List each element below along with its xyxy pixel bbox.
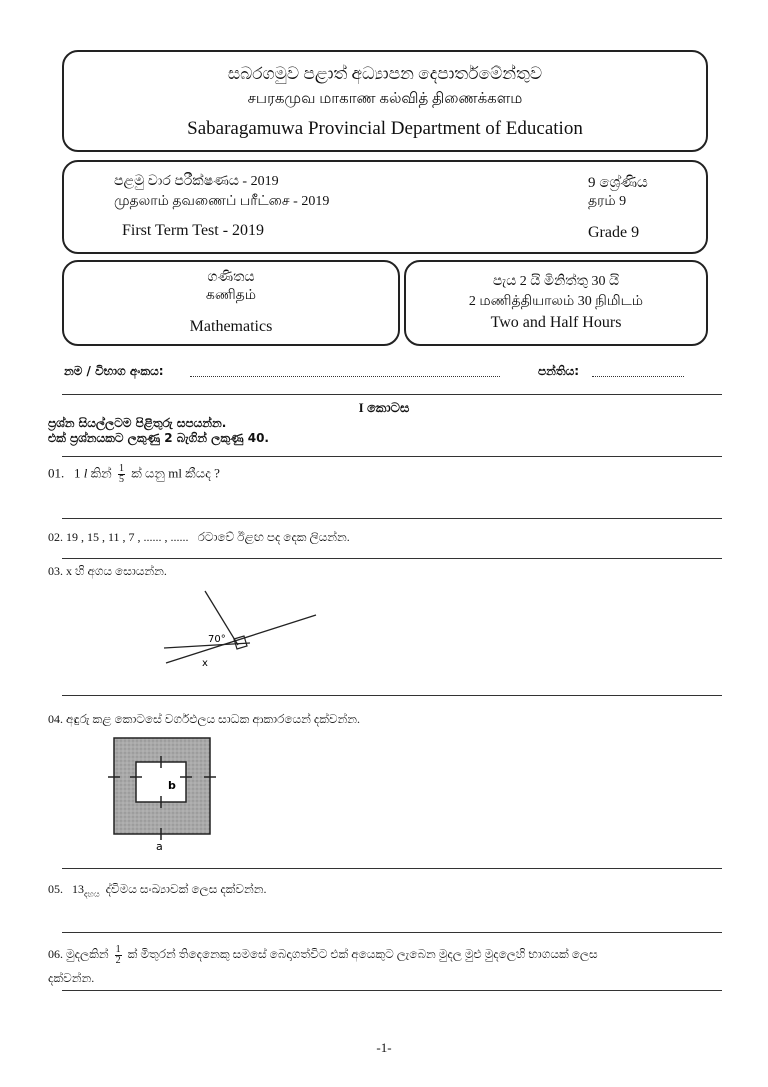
label-b: b (168, 779, 176, 792)
exam-box (62, 160, 708, 254)
name-field[interactable] (190, 376, 500, 377)
angle-diagram (160, 585, 320, 685)
header-sinhala: සබරගමුව පළාත් අධ්‍යාපන දෙපාර්තමේන්තුව (227, 64, 543, 83)
subject-tamil: கணிதம் (205, 288, 257, 303)
header-box (62, 50, 708, 152)
q6-text-cont: දක්වන්න. (48, 971, 95, 985)
q1-text: ක් යනු ml කීයද ? (131, 465, 220, 481)
question-number: 02. (48, 530, 63, 544)
divider (62, 394, 722, 395)
fraction: $\frac{1}{5}$ (119, 463, 124, 485)
part-title: I කොටස (358, 400, 410, 415)
q5-number: 13 (72, 882, 84, 896)
header-tamil: சபரகமுவ மாகாண கல்வித் திணைக்களம (247, 91, 523, 107)
page-number: -1- (376, 1040, 392, 1055)
fraction: $\frac{1}{2}$ (115, 943, 121, 966)
divider (62, 695, 722, 696)
shaded-square-diagram (104, 732, 224, 852)
q6-text: ක් මිතුරන් තිදෙනෙකු සමසේ බෙදාගත්විට එක් අයෙකුට ලැබෙන මුදල මුළු මුදලෙහි භාගයක් ලෙස (127, 947, 598, 961)
x-label: x (202, 658, 208, 669)
exam-term-english: First Term Test - 2019 (122, 222, 265, 239)
q5-text: ද්විමය සංඛ්‍යාවක් ලෙස දක්වන්න. (105, 882, 267, 896)
question-5 (48, 882, 267, 899)
duration-tamil: 2 மணித்தியாலம் 30 நிமிடம் (468, 294, 644, 309)
divider (62, 868, 722, 869)
subject-sinhala: ගණිතය (207, 270, 255, 285)
class-field[interactable] (592, 376, 684, 377)
divider (62, 990, 722, 991)
angle-label: 70° (208, 634, 226, 645)
subject-english: Mathematics (189, 318, 273, 335)
question-number: 05. (48, 882, 63, 896)
instruction-1: ප්‍රශ්න සියල්ලටම පිළිතුරු සපයන්න. (48, 416, 227, 430)
question-number: 01. (48, 465, 65, 481)
q6-text-pre: මුදලකින් (66, 947, 109, 961)
question-1 (48, 464, 220, 485)
question-number: 04. (48, 712, 63, 726)
q1-text-mid: කින් (90, 465, 112, 481)
instruction-2: එක් ප්‍රශ්නයකට ලකුණු 2 බැගින් ලකුණු 40. (48, 431, 269, 445)
exam-term-sinhala: පළමු වාර පරීක්ෂණය - 2019 (114, 174, 279, 189)
duration-sinhala: පැය 2 යි මිනිත්තු 30 යි (492, 274, 620, 289)
q2-sequence: 19 , 15 , 11 , 7 , ...... , ...... (66, 530, 189, 544)
question-3 (48, 564, 167, 579)
question-2 (48, 530, 350, 545)
divider (62, 932, 722, 933)
grade-tamil: தரம் 9 (588, 194, 627, 209)
divider (62, 456, 722, 457)
exam-term-tamil: முதலாம் தவணைப் பரீட்சை - 2019 (114, 194, 330, 209)
q5-base: දහය (84, 889, 100, 899)
duration-english: Two and Half Hours (490, 314, 622, 331)
class-label: පන්තිය: (538, 364, 580, 378)
divider (62, 558, 722, 559)
q1-unit: l (83, 465, 88, 481)
q2-text: රටාවේ ඊළඟ පද දෙක ලියන්න. (197, 530, 350, 544)
question-6 (48, 942, 728, 990)
question-number: 03. (48, 564, 63, 578)
slanted-line (166, 615, 316, 663)
question-4 (48, 712, 360, 727)
duration-box (404, 260, 708, 346)
grade-english: Grade 9 (588, 224, 640, 241)
q1-quantity: 1 (74, 465, 81, 481)
label-a: a (156, 840, 163, 852)
divider (62, 518, 722, 519)
q3-text: x හි අගය සොයන්න. (66, 564, 167, 578)
question-number: 06. (48, 947, 63, 961)
header-english: Sabaragamuwa Provincial Department of Education (187, 118, 583, 139)
name-label: නම / විභාග අංකය: (64, 364, 164, 378)
grade-sinhala: 9 ශ්‍රේණිය (588, 175, 648, 191)
q4-text: අඳුරු කළ කොටසේ වර්ගඵලය සාධක ආකාරයෙන් දක්වන්න. (66, 712, 361, 726)
subject-box (62, 260, 400, 346)
